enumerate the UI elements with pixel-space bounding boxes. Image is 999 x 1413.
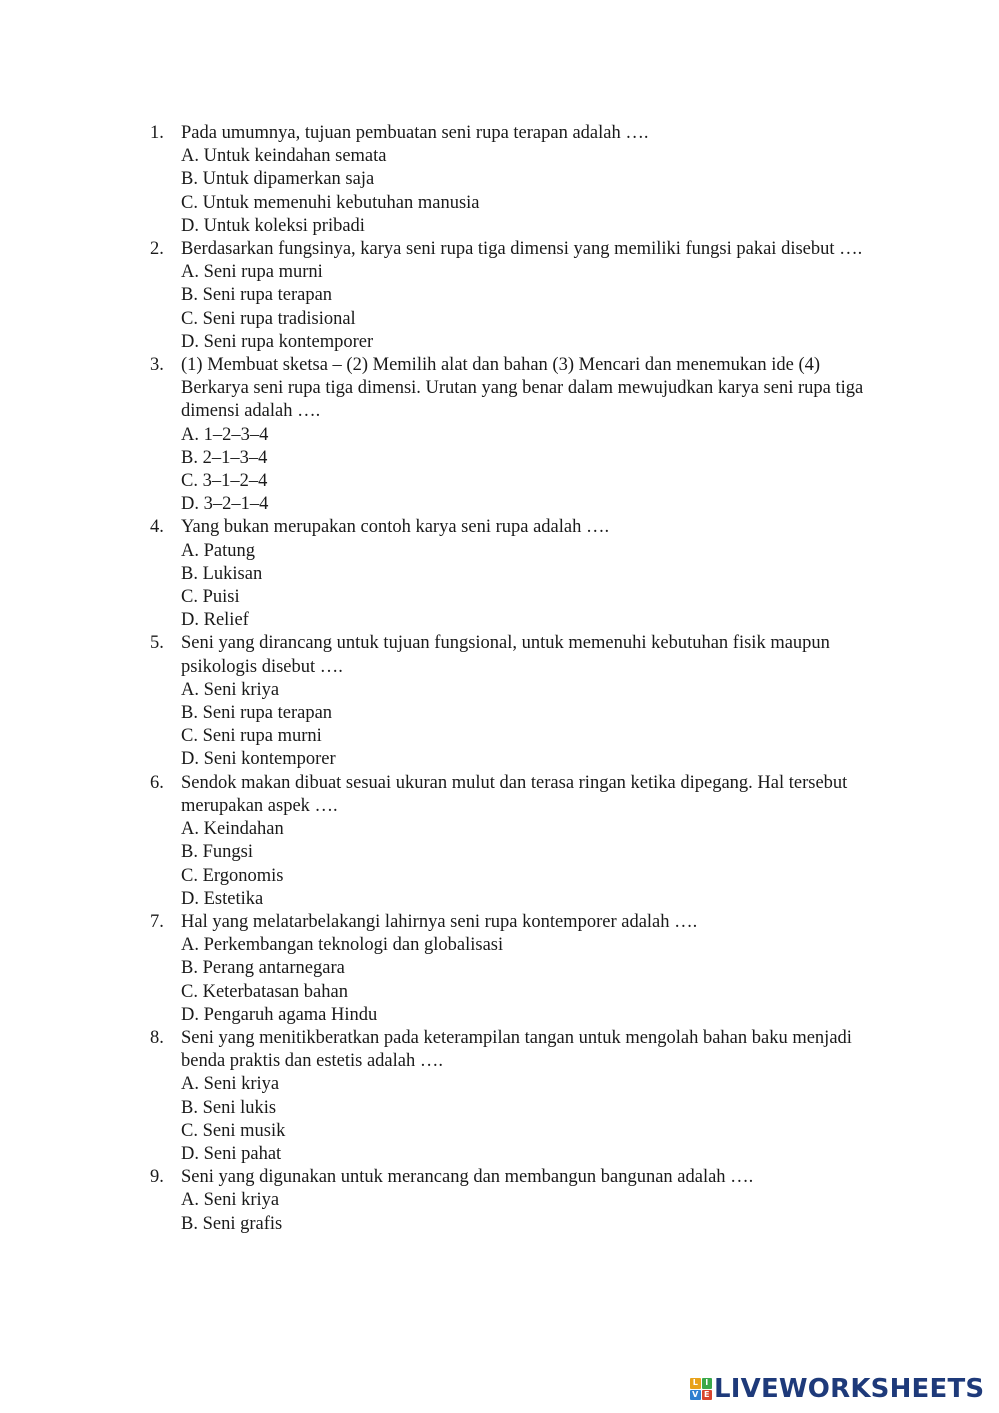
answer-option: D. Seni rupa kontemporer	[181, 331, 374, 352]
answer-option: D. 3–2–1–4	[181, 494, 269, 515]
question-text: Berdasarkan fungsinya, karya seni rupa tiga dimensi yang memiliki fungsi pakai disebut ….	[181, 239, 863, 260]
question-item	[150, 1166, 890, 1236]
answer-option: D. Seni kontemporer	[181, 749, 336, 770]
answer-option: B. Fungsi	[181, 842, 253, 863]
answer-option: C. Puisi	[181, 587, 240, 608]
question-item	[150, 1027, 890, 1166]
question-body	[181, 238, 890, 354]
question-number: 4.	[150, 517, 164, 538]
logo-mark-cell: E	[702, 1390, 713, 1401]
answer-option: C. Untuk memenuhi kebutuhan manusia	[181, 192, 480, 213]
answer-option: B. Seni rupa terapan	[181, 703, 333, 724]
question-text: Hal yang melatarbelakangi lahirnya seni rupa kontemporer adalah ….	[181, 911, 698, 932]
answer-option: B. 2–1–3–4	[181, 447, 268, 468]
question-text: Seni yang dirancang untuk tujuan fungsional, untuk memenuhi kebutuhan fisik maupun psikologis disebut ….	[181, 633, 830, 677]
answer-option: A. Seni kriya	[181, 679, 280, 700]
answer-option: D. Estetika	[181, 888, 264, 909]
answer-option: C. 3–1–2–4	[181, 471, 268, 492]
answer-option: A. Seni rupa murni	[181, 262, 323, 283]
question-body	[181, 911, 890, 1027]
question-body	[181, 1166, 890, 1236]
answer-option: D. Untuk koleksi pribadi	[181, 215, 365, 236]
answer-option: B. Perang antarnegara	[181, 958, 345, 979]
question-number: 3.	[150, 355, 164, 376]
answer-option: A. Seni kriya	[181, 1074, 280, 1095]
answer-option: B. Seni rupa terapan	[181, 285, 333, 306]
question-number: 7.	[150, 911, 164, 932]
question-item	[150, 632, 890, 771]
answer-option: A. Perkembangan teknologi dan globalisasi	[181, 935, 504, 956]
question-item	[150, 238, 890, 354]
question-item	[150, 354, 890, 516]
answer-option: A. Patung	[181, 540, 255, 561]
question-text: Pada umumnya, tujuan pembuatan seni rupa terapan adalah ….	[181, 123, 649, 143]
answer-option: A. Keindahan	[181, 819, 284, 840]
question-text: Seni yang menitikberatkan pada keterampilan tangan untuk mengolah bahan baku menjadi benda praktis dan estetis adalah ….	[181, 1027, 852, 1072]
question-number: 8.	[150, 1027, 164, 1048]
answer-option: B. Untuk dipamerkan saja	[181, 169, 375, 190]
question-body	[181, 632, 890, 771]
question-body	[181, 772, 890, 911]
logo-text: LIVEWORKSHEETS	[714, 1374, 985, 1404]
answer-option: C. Seni musik	[181, 1120, 286, 1141]
logo-mark-cell: L	[690, 1378, 701, 1389]
question-item	[150, 122, 890, 238]
answer-option: A. 1–2–3–4	[181, 424, 269, 445]
question-number: 9.	[150, 1167, 164, 1188]
answer-option: C. Keterbatasan bahan	[181, 981, 348, 1002]
question-body	[181, 122, 890, 238]
answer-option: C. Seni rupa tradisional	[181, 308, 356, 329]
answer-option: C. Ergonomis	[181, 865, 284, 886]
question-body	[181, 516, 890, 632]
answer-option: A. Untuk keindahan semata	[181, 146, 387, 167]
question-item	[150, 911, 890, 1027]
logo-mark-cell: V	[690, 1390, 701, 1401]
logo-mark-cell: I	[702, 1378, 713, 1389]
answer-option: D. Seni pahat	[181, 1143, 282, 1164]
answer-option: A. Seni kriya	[181, 1190, 280, 1211]
question-text: Seni yang digunakan untuk merancang dan membangun bangunan adalah ….	[181, 1167, 754, 1188]
answer-option: C. Seni rupa murni	[181, 726, 322, 747]
question-number: 6.	[150, 772, 164, 793]
answer-option: B. Lukisan	[181, 563, 263, 584]
question-text: (1) Membuat sketsa – (2) Memilih alat dan bahan (3) Mencari dan menemukan ide (4) Berkarya seni rupa tiga dimensi. Urutan yang benar dalam mewujudkan karya seni rupa tiga dimensi adalah ….	[181, 355, 864, 422]
answer-option: D. Relief	[181, 610, 249, 631]
question-number: 2.	[150, 239, 164, 260]
answer-option: B. Seni grafis	[181, 1213, 283, 1234]
answer-option: D. Pengaruh agama Hindu	[181, 1004, 378, 1025]
question-item	[150, 772, 890, 911]
question-number: 5.	[150, 633, 164, 654]
question-body	[181, 1027, 890, 1166]
question-text: Yang bukan merupakan contoh karya seni rupa adalah ….	[181, 517, 610, 538]
question-item	[150, 516, 890, 632]
answer-option: B. Seni lukis	[181, 1097, 277, 1118]
question-list	[150, 122, 890, 1236]
liveworksheets-logo	[690, 1374, 984, 1404]
question-text: Sendok makan dibuat sesuai ukuran mulut dan terasa ringan ketika dipegang. Hal tersebut merupakan aspek ….	[181, 772, 848, 816]
question-body	[181, 354, 890, 516]
question-number: 1.	[150, 123, 164, 143]
liveworksheets-logo-icon	[690, 1378, 712, 1400]
